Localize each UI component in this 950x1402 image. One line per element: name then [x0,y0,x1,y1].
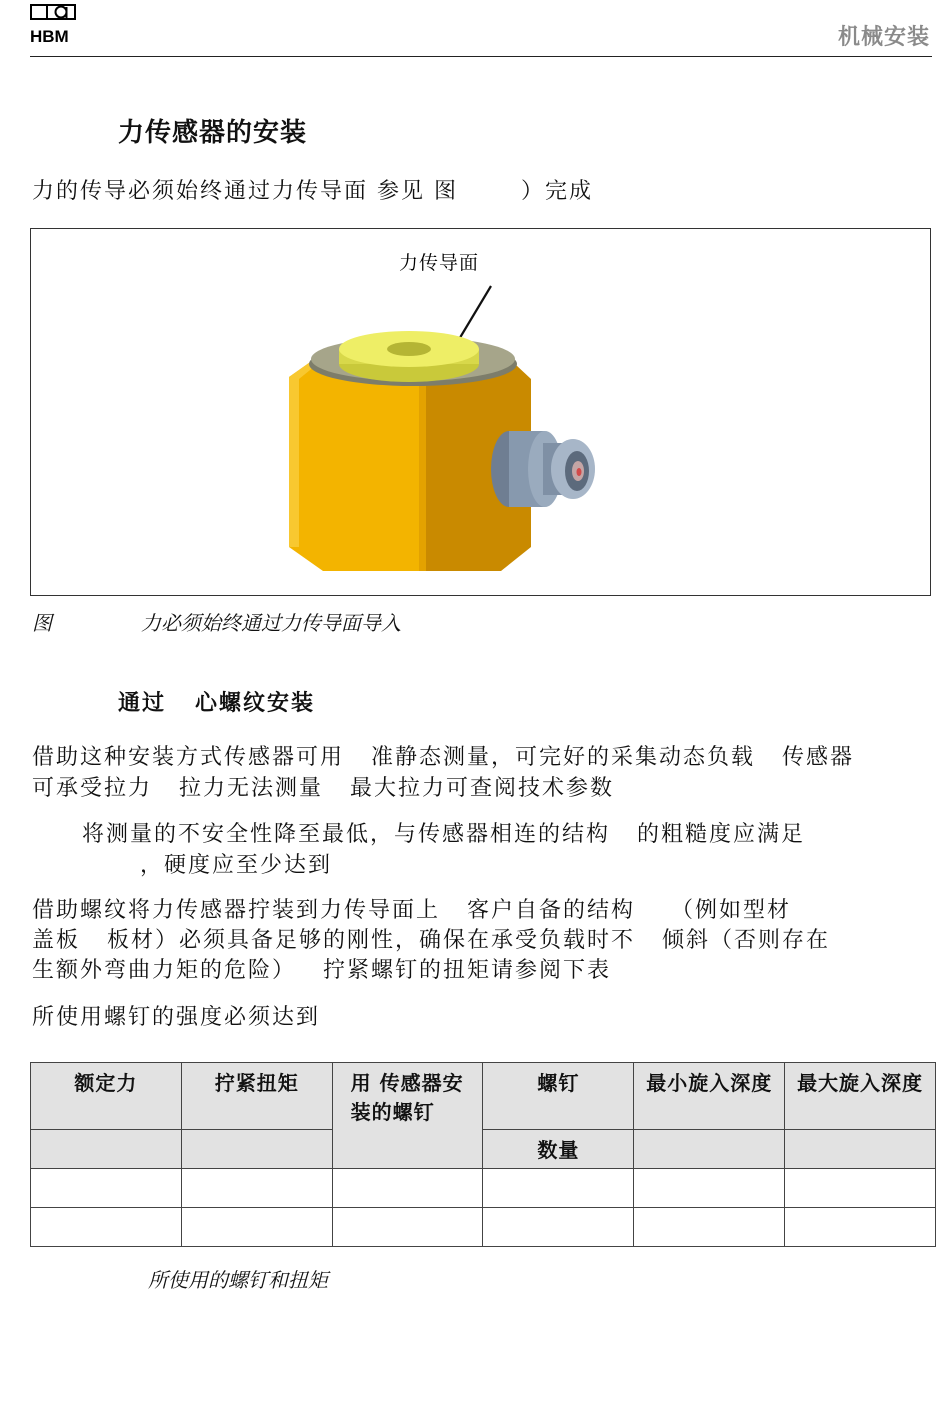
subheader-cell [785,1130,936,1169]
table-cell [483,1208,634,1247]
header-max-depth: 最大旋入深度 [785,1063,936,1130]
paragraph2-line2: ，硬度应至少达到 [140,853,333,878]
table-caption: 所使用的螺钉和扭矩 [148,1268,328,1292]
subsection-title: 通过 心螺纹安装 [118,691,315,716]
force-sensor-illustration [31,229,930,595]
subheader-cell [634,1130,785,1169]
table-cell [785,1208,936,1247]
callout-label: 力传导面 [399,252,480,274]
table-row [31,1169,936,1208]
table-cell [181,1208,332,1247]
table-header-row [31,1063,936,1130]
table-cell [31,1208,182,1247]
table-cell [181,1169,332,1208]
table-cell [332,1169,483,1208]
paragraph3-line2: 盖板 板材）必须具备足够的刚性，确保在承受负载时不 倾斜（否则存在 [32,928,830,953]
paragraph2-line1: 将测量的不安全性降至最低，与传感器相连的结构 的粗糙度应满足 [82,822,805,847]
paragraph3-line3: 生额外弯曲力矩的危险） 拧紧螺钉的扭矩请参阅下表 [32,958,611,983]
header-tightening-torque: 拧紧扭矩 [181,1063,332,1130]
hbm-logo-icon [30,4,78,46]
connector-icon [491,431,595,507]
paragraph1-line2: 可承受拉力 拉力无法测量 最大拉力可查阅技术参数 [32,776,614,801]
table-cell [31,1169,182,1208]
figure-caption: 图 力必须始终通过力传导面导入 [32,611,402,635]
subheader-quantity: 数量 [483,1130,634,1169]
table-cell [785,1169,936,1208]
page-header-title: 机械安装 [837,25,930,50]
table-row [31,1208,936,1247]
paragraph3-line1: 借助螺纹将力传感器拧装到力传导面上 客户自备的结构 （例如型材 [32,898,791,923]
table-cell [332,1208,483,1247]
header-rated-force: 额定力 [31,1063,182,1130]
paragraph4: 所使用螺钉的强度必须达到 [32,1005,321,1030]
table-cell [634,1169,785,1208]
subheader-cell [181,1130,332,1169]
intro-text: 力的传导必须始终通过力传导面 参见 图 ）完成 [32,179,593,204]
header-mounting-bolt: 用 传感器安装的螺钉 [332,1063,483,1169]
table-subheader-row [31,1130,936,1169]
table-cell [634,1208,785,1247]
subheader-cell [31,1130,182,1169]
table-cell [483,1169,634,1208]
logo-text: HBM [30,27,69,46]
figure-frame [30,228,931,596]
header-min-depth: 最小旋入深度 [634,1063,785,1130]
header-divider [30,56,932,57]
bolt-torque-table [30,1062,936,1247]
section-title: 力传感器的安装 [118,118,308,148]
paragraph1-line1: 借助这种安装方式传感器可用 准静态测量，可完好的采集动态负载 传感器 [32,745,854,770]
header-bolt: 螺钉 [483,1063,634,1130]
